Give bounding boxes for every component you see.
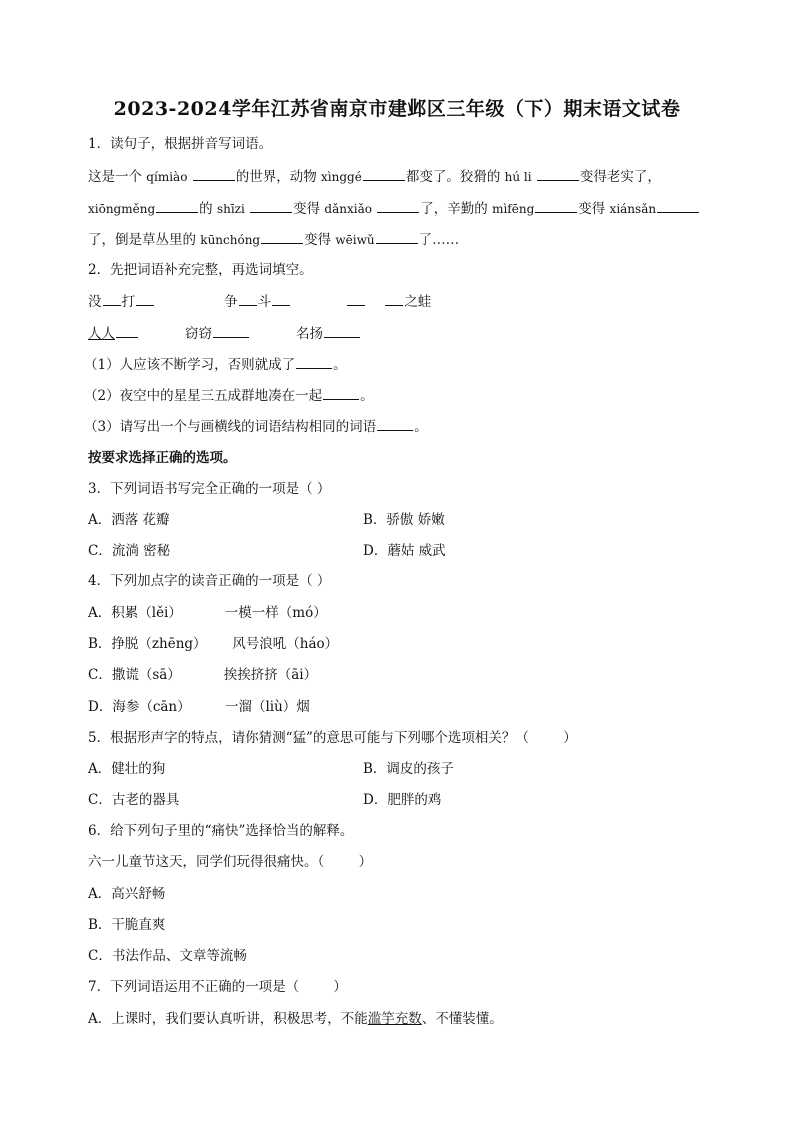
question-3-stem: 3．下列词语书写完全正确的一项是（ ） xyxy=(88,481,331,497)
question-5-option-c[interactable]: C．古老的器具 xyxy=(88,792,180,808)
pinyin: shīzi xyxy=(216,202,245,216)
answer-blank[interactable] xyxy=(376,229,418,244)
answer-blank[interactable] xyxy=(537,166,579,181)
answer-blank[interactable] xyxy=(136,291,154,306)
pinyin: xiánsǎn xyxy=(609,202,657,216)
question-4-option-b[interactable]: B．挣脱（zhēng） 风号浪吼（háo） xyxy=(88,636,339,652)
answer-blank[interactable] xyxy=(272,291,290,306)
answer-blank[interactable] xyxy=(116,323,138,338)
question-6-option-b[interactable]: B．干脆直爽 xyxy=(88,917,166,933)
pinyin: xìnggé xyxy=(321,170,362,184)
answer-blank[interactable] xyxy=(193,166,235,181)
answer-blank[interactable] xyxy=(323,385,359,400)
pinyin: qímiào xyxy=(146,170,188,184)
answer-blank[interactable] xyxy=(385,291,403,306)
question-1-line-2: xiōngměng 的 shīzi 变得 dǎnxiǎo 了，辛勤的 mìfēng 变得 xiánsǎn xyxy=(88,198,700,219)
question-2-word-2: 争 斗 xyxy=(224,291,291,312)
question-2-word-3: 之蛙 xyxy=(346,291,431,312)
question-3-option-c[interactable]: C．流淌 密秘 xyxy=(88,543,171,559)
question-4-stem: 4．下列加点字的读音正确的一项是（ ） xyxy=(88,573,331,589)
page-title: 2023-2024学年江苏省南京市建邺区三年级（下）期末语文试卷 xyxy=(113,98,681,120)
question-4-option-c[interactable]: C．撒谎（sā） 挨挨挤挤（āi） xyxy=(88,667,318,683)
question-4-option-a[interactable]: A．积累（lěi） 一模一样（mó） xyxy=(88,605,327,621)
answer-blank[interactable] xyxy=(261,229,303,244)
answer-blank[interactable] xyxy=(324,323,360,338)
question-5-option-a[interactable]: A．健壮的狗 xyxy=(88,761,166,777)
question-3-option-b[interactable]: B．骄傲 娇嫩 xyxy=(363,512,445,528)
question-5-option-d[interactable]: D．肥胖的鸡 xyxy=(363,792,442,808)
question-5-stem: 5．根据形声字的特点，请你猜测“猛”的意思可能与下列哪个选项相关？（ ） xyxy=(88,730,577,746)
answer-blank[interactable] xyxy=(250,198,292,213)
answer-blank[interactable] xyxy=(103,291,121,306)
question-2-word-6: 名扬 xyxy=(296,323,361,344)
pinyin: mìfēng xyxy=(492,202,535,216)
answer-blank[interactable] xyxy=(239,291,257,306)
answer-blank[interactable] xyxy=(363,166,405,181)
question-6-sentence: 六一儿童节这天，同学们玩得很痛快。（ ） xyxy=(88,854,373,870)
section-heading: 按要求选择正确的选项。 xyxy=(88,450,237,466)
question-2-stem: 2．先把词语补充完整，再选词填空。 xyxy=(88,262,313,278)
answer-blank[interactable] xyxy=(296,354,332,369)
question-2-sentence-1: （1）人应该不断学习，否则就成了 。 xyxy=(84,354,347,375)
question-6-stem: 6．给下列句子里的“痛快”选择恰当的解释。 xyxy=(88,823,354,839)
answer-blank[interactable] xyxy=(535,198,577,213)
answer-blank[interactable] xyxy=(377,416,413,431)
question-2-sentence-3: （3）请写出一个与画横线的词语结构相同的词语 。 xyxy=(84,416,428,437)
pinyin: dǎnxiǎo xyxy=(324,202,372,216)
question-2-words-row-2 xyxy=(88,323,139,344)
underlined-word: 滥竽充数 xyxy=(367,1011,422,1027)
question-4-option-d[interactable]: D．海参（cān） 一溜（liù）烟 xyxy=(88,699,310,715)
answer-blank[interactable] xyxy=(213,323,249,338)
pinyin: kūnchóng xyxy=(200,233,261,247)
question-6-option-c[interactable]: C．书法作品、文章等流畅 xyxy=(88,948,247,964)
question-7-option-a[interactable]: A．上课时，我们要认真听讲，积极思考，不能滥竽充数、不懂装懂。 xyxy=(88,1011,503,1027)
pinyin: hú li xyxy=(504,170,532,184)
answer-blank[interactable] xyxy=(657,198,699,213)
question-1-line-3: 了，倒是草丛里的 kūnchóng 变得 wēiwǔ 了…… xyxy=(88,229,459,250)
question-2-words-row-1: 没 打 xyxy=(88,291,155,312)
question-7-stem: 7．下列词语运用不正确的一项是（ ） xyxy=(88,979,347,995)
question-3-option-a[interactable]: A．洒落 花瓣 xyxy=(88,512,170,528)
question-1-line-1: 这是一个 qímiào 的世界，动物 xìnggé 都变了。狡猾的 hú li 变得老实了， xyxy=(88,166,661,187)
answer-blank[interactable] xyxy=(377,198,419,213)
answer-blank[interactable] xyxy=(156,198,198,213)
question-2-sentence-2: （2）夜空中的星星三五成群地凑在一起 。 xyxy=(84,385,374,406)
answer-blank[interactable] xyxy=(347,291,365,306)
pinyin: wēiwǔ xyxy=(335,233,375,247)
pinyin: xiōngměng xyxy=(88,202,156,216)
question-3-option-d[interactable]: D．蘑姑 威武 xyxy=(363,543,446,559)
question-1-stem: 1．读句子，根据拼音写词语。 xyxy=(88,136,273,152)
underlined-word: 人人 xyxy=(88,326,115,342)
question-5-option-b[interactable]: B．调皮的孩子 xyxy=(363,761,454,777)
question-6-option-a[interactable]: A．高兴舒畅 xyxy=(88,886,166,902)
question-2-word-5: 窃窃 xyxy=(185,323,250,344)
